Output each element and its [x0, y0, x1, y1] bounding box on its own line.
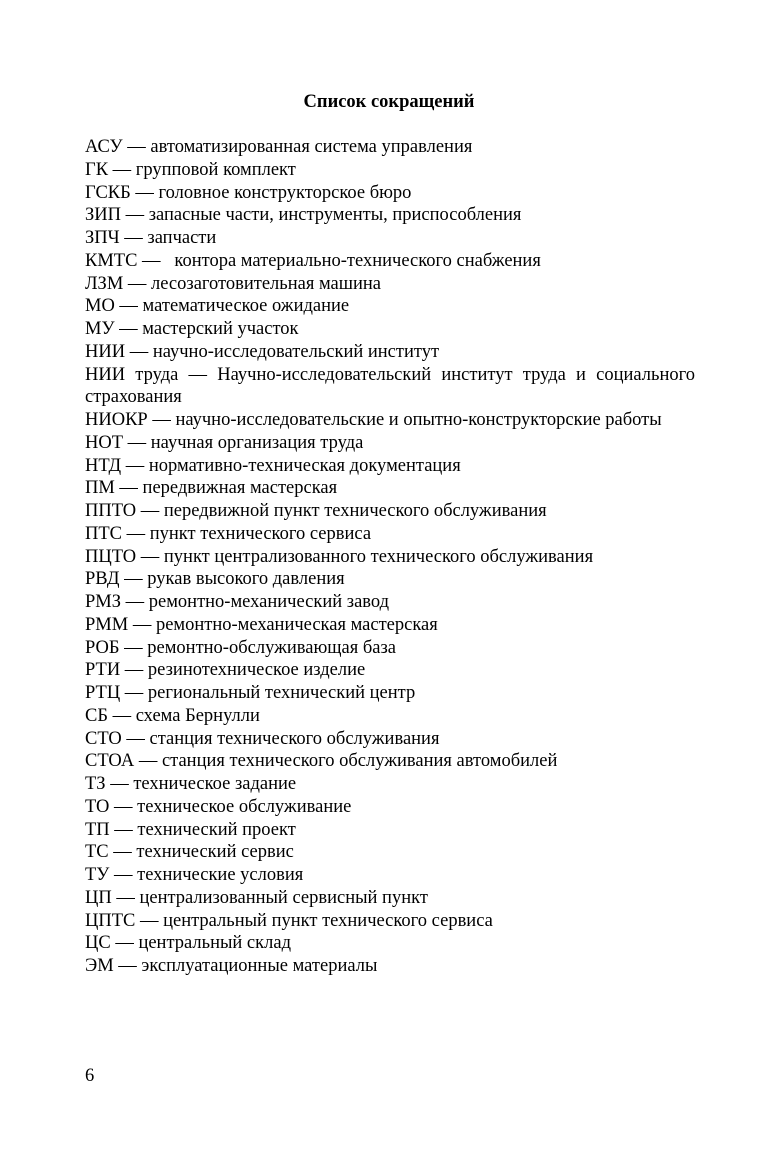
- abbreviation-entry: ЗПЧ — запчасти: [85, 228, 217, 248]
- abbreviation-entry: СТО — станция технического обслуживания: [85, 728, 440, 749]
- abbreviation-entry: ПТС — пункт технического сервиса: [85, 523, 372, 544]
- abbreviation-entry: РОБ — ремонтно-обслуживающая база: [85, 637, 397, 658]
- abbreviation-entry: РВД — рукав высокого давления: [85, 569, 345, 590]
- abbreviation-entry: ТО — техническое обслуживание: [85, 796, 352, 817]
- abbreviation-entry: ПЦТО — пункт централизованного технического обслуживания: [85, 546, 594, 567]
- abbreviation-entry: ТЗ — техническое задание: [85, 774, 297, 794]
- abbreviation-entry: РМЗ — ремонтно-механический завод: [85, 592, 390, 612]
- abbreviation-entry: МО — математическое ожидание: [85, 296, 350, 317]
- abbreviation-entry: ГК — групповой комплект: [85, 159, 296, 180]
- abbreviation-entry: МУ — мастерский участок: [85, 319, 299, 339]
- abbreviation-entry: РММ — ремонтно-механическая мастерская: [85, 614, 438, 635]
- abbreviation-entry: ТУ — технические условия: [85, 865, 304, 885]
- abbreviation-entry: ГСКБ — головное конструкторское бюро: [85, 182, 412, 203]
- abbreviation-entry: КМТС — контора материально-технического снабжения: [85, 250, 541, 271]
- abbreviation-entry: ЦП — централизованный сервисный пункт: [85, 887, 428, 908]
- abbreviation-entry: РТИ — резинотехническое изделие: [85, 660, 366, 681]
- page-number: 6: [85, 1066, 95, 1086]
- abbreviation-entry: ЦПТС — центральный пункт технического сервиса: [85, 910, 493, 931]
- abbreviation-entry: НИОКР — научно-исследовательские и опытно-конструкторские работы: [85, 410, 662, 430]
- abbreviation-entry: ЛЗМ — лесозаготовительная машина: [85, 273, 382, 294]
- abbreviation-entry: НТД — нормативно-техническая документация: [85, 455, 461, 476]
- abbreviation-entry: ЗИП — запасные части, инструменты, приспособления: [85, 205, 522, 226]
- abbreviation-entry: ПМ — передвижная мастерская: [85, 478, 338, 499]
- abbreviation-entry: СБ — схема Бернулли: [85, 705, 260, 726]
- abbreviation-list: [85, 136, 695, 978]
- abbreviation-entry: АСУ — автоматизированная система управления: [85, 137, 473, 157]
- abbreviation-entry: СТОА — станция технического обслуживания автомобилей: [85, 751, 558, 772]
- abbreviation-entry: НИИ труда — Научно-исследовательский институт труда и социального страхования: [85, 364, 695, 408]
- abbreviation-entry: НИИ — научно-исследовательский институт: [85, 341, 440, 362]
- abbreviation-entry: ТС — технический сервис: [85, 842, 294, 863]
- abbreviation-entry: ППТО — передвижной пункт технического обслуживания: [85, 501, 547, 521]
- abbreviation-entry: ЦС — центральный склад: [85, 933, 291, 954]
- abbreviation-entry: ТП — технический проект: [85, 819, 296, 840]
- abbreviation-entry: ЭМ — эксплуатационные материалы: [85, 956, 378, 976]
- page-title: Список сокращений: [303, 92, 475, 112]
- abbreviation-entry: НОТ — научная организация труда: [85, 432, 364, 453]
- abbreviation-entry: РТЦ — региональный технический центр: [85, 683, 416, 703]
